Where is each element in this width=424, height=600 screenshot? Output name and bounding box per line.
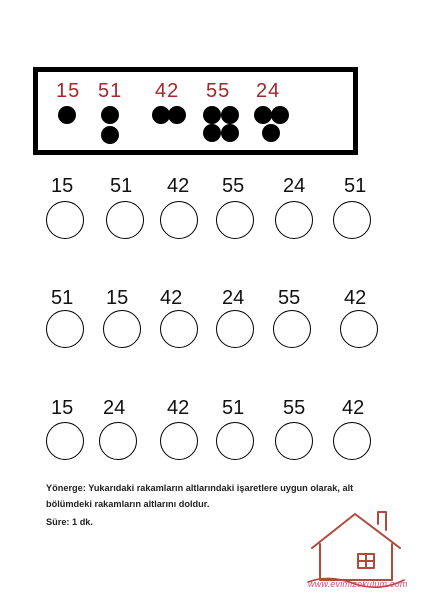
answer-circle[interactable] [216,422,254,460]
answer-circle[interactable] [46,201,84,239]
row-number: 55 [222,175,245,197]
answer-circle[interactable] [275,422,313,460]
row-number: 51 [344,175,367,197]
key-item-55 [206,80,230,102]
key-item-42 [155,80,179,102]
answer-circle[interactable] [106,201,144,239]
row-number: 51 [222,397,245,419]
row-number: 55 [278,287,301,309]
time-limit: Süre: 1 dk. [46,517,93,527]
row-number: 42 [344,287,367,309]
answer-circle[interactable] [46,310,84,348]
row-number: 15 [106,287,129,309]
dot-icon [101,106,119,124]
row-number: 24 [103,397,126,419]
key-item-15 [56,80,80,102]
answer-circle[interactable] [273,310,311,348]
instruction-text: Yönerge: Yukarıdaki rakamların altlarındaki işaretlere uygun olarak, alt bölümdeki rakamların altlarını doldur. [46,483,354,509]
row-number: 24 [283,175,306,197]
row-number: 15 [51,397,74,419]
dot-icon [221,106,239,124]
answer-circle[interactable] [160,310,198,348]
dot-icon [262,124,280,142]
row-number: 42 [342,397,365,419]
key-number: 24 [256,80,281,102]
row-number: 55 [283,397,306,419]
answer-circle[interactable] [340,310,378,348]
row-number: 51 [110,175,133,197]
dot-icon [271,106,289,124]
dot-icon [101,126,119,144]
answer-circle[interactable] [160,422,198,460]
answer-circle[interactable] [46,422,84,460]
answer-circle[interactable] [333,201,371,239]
key-number: 55 [206,80,231,102]
row-number: 42 [167,175,190,197]
key-box [33,67,358,155]
dot-icon [203,124,221,142]
row-number: 15 [51,175,74,197]
key-number: 15 [56,80,81,102]
dot-icon [58,106,76,124]
row-number: 51 [51,287,74,309]
dot-icon [254,106,272,124]
key-item-51 [98,80,122,102]
dot-icon [203,106,221,124]
dot-icon [168,106,186,124]
answer-circle[interactable] [216,310,254,348]
answer-circle[interactable] [333,422,371,460]
dot-icon [221,124,239,142]
row-number: 24 [222,287,245,309]
logo-url: www.evimizokulum.com [308,579,408,589]
row-number: 42 [160,287,183,309]
key-item-24 [256,80,280,102]
row-number: 42 [167,397,190,419]
answer-circle[interactable] [99,422,137,460]
key-number: 51 [98,80,123,102]
answer-circle[interactable] [275,201,313,239]
answer-circle[interactable] [160,201,198,239]
key-number: 42 [155,80,180,102]
answer-circle[interactable] [103,310,141,348]
answer-circle[interactable] [216,201,254,239]
